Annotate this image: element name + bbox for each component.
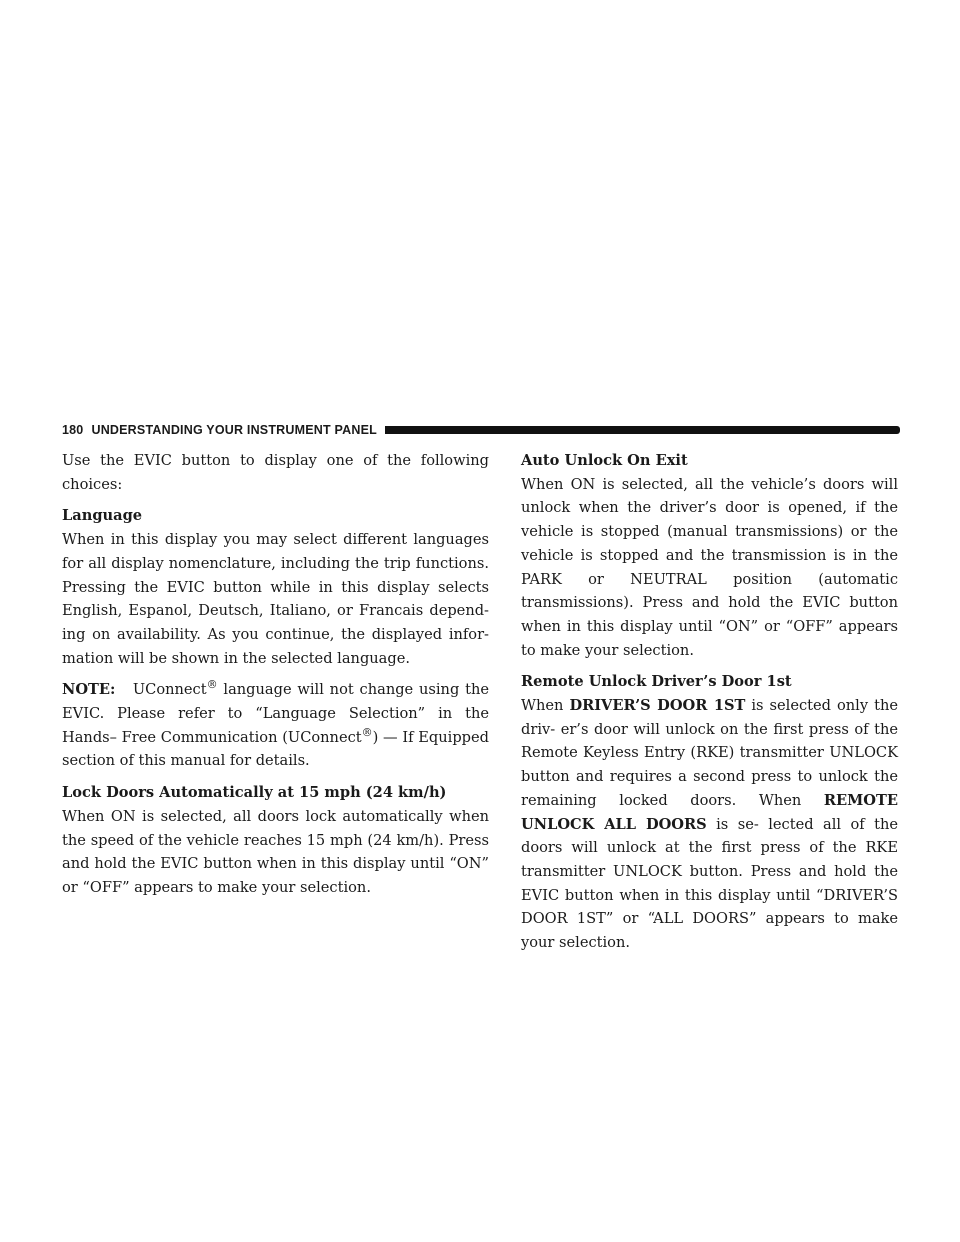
lock-doors-heading: Lock Doors Automatically at 15 mph (24 km/h) bbox=[62, 784, 447, 802]
remote-text-1: When bbox=[521, 697, 570, 715]
language-heading: Language bbox=[62, 507, 143, 525]
remote-unlock-heading: Remote Unlock Driver’s Door 1st bbox=[521, 673, 792, 691]
page-number: 180 bbox=[62, 423, 84, 437]
note-label: NOTE: bbox=[62, 681, 116, 699]
note-text-1: UConnect bbox=[132, 681, 207, 699]
section-title: UNDERSTANDING YOUR INSTRUMENT PANEL bbox=[91, 423, 377, 437]
auto-unlock-heading: Auto Unlock On Exit bbox=[521, 452, 688, 469]
drivers-door-option: DRIVER’S DOOR 1ST bbox=[569, 697, 746, 715]
language-paragraph: When in this display you may select different languages for all display nomenclature, including the trip functions. Pressing the EVIC button while in this display selects English, Espanol, Deutsch, Italiano, or Francais depend- ing on availability. As you continue, the displayed infor- mation will be shown in the selected language. bbox=[62, 531, 489, 667]
page-header bbox=[62, 421, 900, 439]
right-column bbox=[521, 449, 898, 963]
auto-unlock-paragraph: When ON is selected, all the vehicle’s doors will unlock when the driver’s door is opened, if the vehicle is stopped (manual transmissions) or the vehicle is stopped and the transmission is in the PARK or NEUTRAL position (automatic transmissions). Press and hold the EVIC button when in this display until “ON” or “OFF” appears to make your selection. bbox=[521, 475, 898, 659]
intro-paragraph: Use the EVIC button to display one of the following choices: bbox=[62, 452, 489, 493]
registered-mark-2: ® bbox=[361, 725, 373, 739]
note-paragraph bbox=[62, 678, 489, 773]
remote-text-3: is se- lected all of the doors will unlock at the first press of the RKE transmitter UNLOCK button. Press and hold the EVIC button when in this display until “DRIVER’S DOOR 1ST” or “ALL DOORS” appears to make your selection. bbox=[521, 815, 898, 952]
left-column bbox=[62, 449, 489, 908]
remote-unlock-paragraph bbox=[521, 694, 898, 955]
registered-mark: ® bbox=[206, 678, 218, 692]
all-doors-option: REMOTE UNLOCK ALL DOORS bbox=[521, 791, 898, 833]
note-text-2: language will not change using the EVIC. Please refer to “Language Selection” in the Hands– Free Communication (UConnect bbox=[62, 681, 489, 746]
header-rule bbox=[385, 426, 900, 434]
note-text-3: ) — If Equipped section of this manual for details. bbox=[62, 728, 489, 770]
lock-doors-paragraph: When ON is selected, all doors lock automatically when the speed of the vehicle reaches 15 mph (24 km/h). Press and hold the EVIC button when in this display until “ON” or “OFF” appears to make your selection. bbox=[62, 807, 489, 896]
remote-text-2: is selected only the driv- er’s door will unlock on the first press of the Remote Keyless Entry (RKE) transmitter UNLOCK button and requires a second press to unlock the remaining locked doors. When bbox=[521, 697, 898, 809]
